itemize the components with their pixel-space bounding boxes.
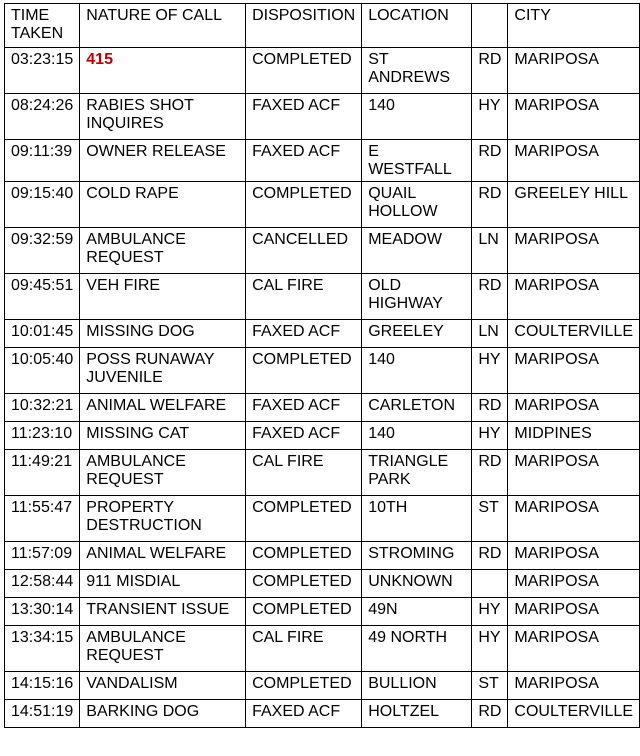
cell-suffix: RD	[472, 450, 508, 496]
cell-city: MARIPOSA	[508, 598, 640, 626]
cell-time: 11:55:47	[5, 496, 80, 542]
cell-disposition: CAL FIRE	[246, 274, 362, 320]
cell-suffix: HY	[472, 348, 508, 394]
cell-suffix: RD	[472, 700, 508, 728]
cell-time: 03:23:15	[5, 48, 80, 94]
cell-nature: AMBULANCE REQUEST	[80, 626, 246, 672]
cell-city: MARIPOSA	[508, 394, 640, 422]
cell-disposition: FAXED ACF	[246, 700, 362, 728]
cell-nature: VEH FIRE	[80, 274, 246, 320]
cell-nature: COLD RAPE	[80, 182, 246, 228]
cell-location: 140	[362, 422, 472, 450]
cell-disposition: COMPLETED	[246, 348, 362, 394]
cell-location: 140	[362, 348, 472, 394]
cell-city: MARIPOSA	[508, 450, 640, 496]
cell-nature: OWNER RELEASE	[80, 140, 246, 182]
cell-location: 49 NORTH	[362, 626, 472, 672]
cell-time: 08:24:26	[5, 94, 80, 140]
cell-time: 14:51:19	[5, 700, 80, 728]
cell-suffix: ST	[472, 672, 508, 700]
cell-nature: POSS RUNAWAY JUVENILE	[80, 348, 246, 394]
cell-city: COULTERVILLE	[508, 320, 640, 348]
cell-nature: ANIMAL WELFARE	[80, 542, 246, 570]
cell-time: 13:30:14	[5, 598, 80, 626]
cell-time: 12:58:44	[5, 570, 80, 598]
cell-nature: 415	[80, 48, 246, 94]
cell-suffix: RD	[472, 274, 508, 320]
cell-suffix: HY	[472, 626, 508, 672]
cell-time: 11:57:09	[5, 542, 80, 570]
cell-location: 10TH	[362, 496, 472, 542]
cell-location: E WESTFALL	[362, 140, 472, 182]
cell-location: CARLETON	[362, 394, 472, 422]
cell-nature: ANIMAL WELFARE	[80, 394, 246, 422]
cell-disposition: COMPLETED	[246, 182, 362, 228]
cell-time: 10:01:45	[5, 320, 80, 348]
table-row	[5, 94, 640, 140]
cell-nature: PROPERTY DESTRUCTION	[80, 496, 246, 542]
cell-location: MEADOW	[362, 228, 472, 274]
cell-location: GREELEY	[362, 320, 472, 348]
cell-city: MARIPOSA	[508, 496, 640, 542]
column-header-location: LOCATION	[362, 4, 472, 48]
table-row	[5, 140, 640, 182]
table-row	[5, 48, 640, 94]
cell-location: UNKNOWN	[362, 570, 472, 598]
table-row	[5, 348, 640, 394]
table-row	[5, 700, 640, 728]
cell-time: 10:32:21	[5, 394, 80, 422]
table-row	[5, 672, 640, 700]
cell-time: 09:45:51	[5, 274, 80, 320]
column-header-nature: NATURE OF CALL	[80, 4, 246, 48]
table-row	[5, 598, 640, 626]
column-header-time: TIME TAKEN	[5, 4, 80, 48]
cell-nature: RABIES SHOT INQUIRES	[80, 94, 246, 140]
cell-suffix: RD	[472, 542, 508, 570]
cell-suffix: HY	[472, 94, 508, 140]
cell-time: 09:11:39	[5, 140, 80, 182]
cell-location: 140	[362, 94, 472, 140]
cell-suffix: LN	[472, 320, 508, 348]
cell-suffix: ST	[472, 496, 508, 542]
table-row	[5, 542, 640, 570]
cell-time: 09:15:40	[5, 182, 80, 228]
cell-location: OLD HIGHWAY	[362, 274, 472, 320]
cell-time: 13:34:15	[5, 626, 80, 672]
cell-nature: AMBULANCE REQUEST	[80, 450, 246, 496]
table-row	[5, 626, 640, 672]
cell-disposition: COMPLETED	[246, 48, 362, 94]
table-row	[5, 422, 640, 450]
cell-suffix: RD	[472, 48, 508, 94]
cell-location: STROMING	[362, 542, 472, 570]
column-header-disposition: DISPOSITION	[246, 4, 362, 48]
call-log-table	[4, 3, 640, 728]
cell-time: 11:49:21	[5, 450, 80, 496]
cell-city: MARIPOSA	[508, 348, 640, 394]
cell-city: COULTERVILLE	[508, 700, 640, 728]
cell-time: 14:15:16	[5, 672, 80, 700]
cell-city: MARIPOSA	[508, 140, 640, 182]
cell-nature: 911 MISDIAL	[80, 570, 246, 598]
cell-city: MARIPOSA	[508, 542, 640, 570]
cell-location: 49N	[362, 598, 472, 626]
cell-city: MARIPOSA	[508, 48, 640, 94]
cell-disposition: COMPLETED	[246, 542, 362, 570]
cell-nature: MISSING DOG	[80, 320, 246, 348]
cell-disposition: CANCELLED	[246, 228, 362, 274]
cell-disposition: COMPLETED	[246, 672, 362, 700]
cell-disposition: FAXED ACF	[246, 320, 362, 348]
cell-nature: AMBULANCE REQUEST	[80, 228, 246, 274]
cell-nature: MISSING CAT	[80, 422, 246, 450]
cell-disposition: COMPLETED	[246, 570, 362, 598]
cell-disposition: CAL FIRE	[246, 626, 362, 672]
table-row	[5, 394, 640, 422]
cell-city: MIDPINES	[508, 422, 640, 450]
column-header-suffix	[472, 4, 508, 48]
cell-suffix: HY	[472, 598, 508, 626]
cell-location: ST ANDREWS	[362, 48, 472, 94]
cell-nature: VANDALISM	[80, 672, 246, 700]
cell-city: MARIPOSA	[508, 94, 640, 140]
cell-disposition: CAL FIRE	[246, 450, 362, 496]
cell-city: MARIPOSA	[508, 626, 640, 672]
cell-disposition: COMPLETED	[246, 598, 362, 626]
cell-suffix: HY	[472, 422, 508, 450]
cell-suffix	[472, 570, 508, 598]
cell-city: MARIPOSA	[508, 274, 640, 320]
cell-nature: TRANSIENT ISSUE	[80, 598, 246, 626]
cell-city: GREELEY HILL	[508, 182, 640, 228]
table-row	[5, 182, 640, 228]
cell-city: MARIPOSA	[508, 570, 640, 598]
column-header-city: CITY	[508, 4, 640, 48]
header-row	[5, 4, 640, 48]
cell-city: MARIPOSA	[508, 672, 640, 700]
cell-city: MARIPOSA	[508, 228, 640, 274]
table-row	[5, 450, 640, 496]
cell-time: 09:32:59	[5, 228, 80, 274]
cell-suffix: LN	[472, 228, 508, 274]
cell-time: 11:23:10	[5, 422, 80, 450]
cell-disposition: FAXED ACF	[246, 394, 362, 422]
table-row	[5, 228, 640, 274]
cell-suffix: RD	[472, 140, 508, 182]
table-row	[5, 496, 640, 542]
cell-location: HOLTZEL	[362, 700, 472, 728]
cell-disposition: FAXED ACF	[246, 140, 362, 182]
table-row	[5, 274, 640, 320]
cell-disposition: COMPLETED	[246, 496, 362, 542]
cell-time: 10:05:40	[5, 348, 80, 394]
cell-disposition: FAXED ACF	[246, 94, 362, 140]
cell-suffix: RD	[472, 394, 508, 422]
cell-location: TRIANGLE PARK	[362, 450, 472, 496]
cell-nature: BARKING DOG	[80, 700, 246, 728]
cell-disposition: FAXED ACF	[246, 422, 362, 450]
cell-location: QUAIL HOLLOW	[362, 182, 472, 228]
table-row	[5, 320, 640, 348]
cell-suffix: RD	[472, 182, 508, 228]
call-log-body	[5, 4, 640, 728]
cell-location: BULLION	[362, 672, 472, 700]
table-row	[5, 570, 640, 598]
